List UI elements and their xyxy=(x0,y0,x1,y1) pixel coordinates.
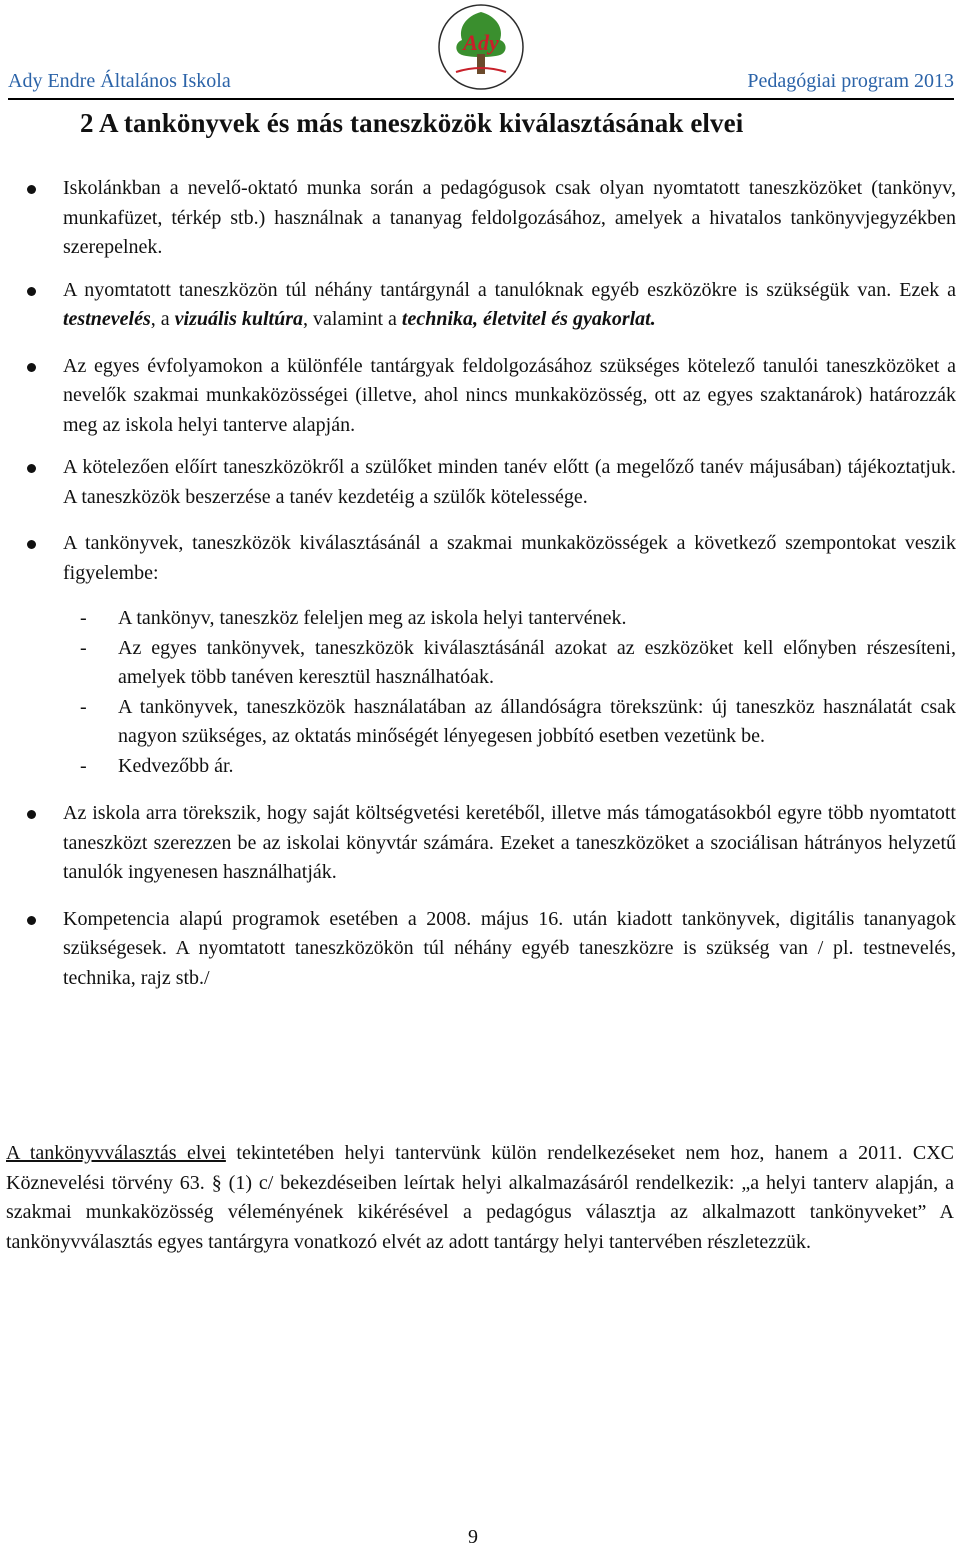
text-run: , a xyxy=(150,308,175,330)
criteria-list xyxy=(63,604,956,781)
bullet-item: Iskolánkban a nevelő-oktató munka során a pedagógusok csak olyan nyomtatott taneszközöket (tankönyv, munkafüzet, térkép stb.) használnak a tananyag feldolgozásához, amelyek a hivatalos tankönyvjegyzékben szerepelnek. xyxy=(22,174,956,263)
svg-text:Ady: Ady xyxy=(463,30,499,55)
bullet-item: Kompetencia alapú programok esetében a 2008. május 16. után kiadott tankönyvek, digitális tananyagok szükségesek. A nyomtatott taneszközökön túl néhány egyéb taneszközre is szükség van / pl. testnevelés, technika, rajz stb./ xyxy=(22,905,956,994)
underlined-term: A tankönyvválasztás elvei xyxy=(6,1142,226,1164)
bullet-item: Az egyes évfolyamokon a különféle tantárgyak feldolgozásához szükséges kötelező tanulói taneszközöket a nevelők szakmai munkaközösségei (illetve, ahol nincs munkaközösség, ott az egyes szaktanárok) határozzák meg az iskola helyi tanterve alapján. xyxy=(22,352,956,441)
criteria-item: - A tankönyv, taneszköz feleljen meg az iskola helyi tantervének. xyxy=(22,604,956,634)
bullet-item xyxy=(22,529,956,781)
bullet-item: A kötelezően előírt taneszközökről a szülőket minden tanév előtt (a megelőző tanév májusában) tájékoztatjuk. A taneszközök beszerzése a tanév kezdetéig a szülők kötelessége. xyxy=(22,453,956,512)
criteria-item: - A tankönyvek, taneszközök használatában az állandóságra törekszünk: új taneszköz használatát csak nagyon szükséges, az oktatás minőségét lényegesen jobbító esetben vezetünk be. xyxy=(22,693,956,752)
main-content xyxy=(22,174,956,1006)
criteria-item: - Az egyes tankönyvek, taneszközök kiválasztásánál azokat az eszközöket kell előnyben részesíteni, amelyek több tanéven keresztül használhatóak. xyxy=(22,634,956,693)
page-number: 9 xyxy=(468,1526,478,1548)
bullet-item: Az iskola arra törekszik, hogy saját költségvetési keretéből, illetve más támogatásokból egyre több nyomtatott taneszközt szerezzen be az iskolai könyvtár számára. Ezeket a taneszközöket a szociálisan hátrányos helyzetű tanulók ingyenesen használhatják. xyxy=(22,799,956,888)
text-run: , valamint a xyxy=(303,308,402,330)
subject-testneveles: testnevelés xyxy=(63,308,151,330)
subject-technika: technika, életvitel és gyakorlat. xyxy=(401,308,656,330)
school-name: Ady Endre Általános Iskola xyxy=(8,70,231,92)
subject-vizualis: vizuális kultúra xyxy=(174,308,304,330)
text-run: A tankönyvek, taneszközök kiválasztásánál a szakmai munkaközösségek a következő szempontokat veszik figyelembe: xyxy=(63,532,956,584)
bullet-item xyxy=(22,276,956,335)
program-title: Pedagógiai program 2013 xyxy=(747,70,954,92)
section-heading: 2 A tankönyvek és más taneszközök kiválasztásának elvei xyxy=(80,108,744,138)
bullet-list xyxy=(22,174,956,993)
page-header xyxy=(8,70,954,100)
text-run: tekintetében helyi tantervünk külön rendelkezéseket nem hoz, hanem a 2011. CXC Köznevelési törvény 63. § (1) c/ bekezdéseiben leírtak helyi alkalmazásáról rendelkezik: „a helyi tanterv alapján, a szakmai munkaközösség véleményének kikérésével a pedagógus választja az alkalmazott tankönyveket” A tankönyvválasztás egyes tantárgyra vonatkozó elvét az adott tantárgy helyi tantervében részletezzük. xyxy=(6,1142,954,1253)
closing-paragraph xyxy=(6,1139,954,1257)
text-run: A nyomtatott taneszközön túl néhány tantárgynál a tanulóknak egyéb eszközökre is szükségük van. Ezek a xyxy=(63,278,956,301)
criteria-item: - Kedvezőbb ár. xyxy=(22,752,956,782)
